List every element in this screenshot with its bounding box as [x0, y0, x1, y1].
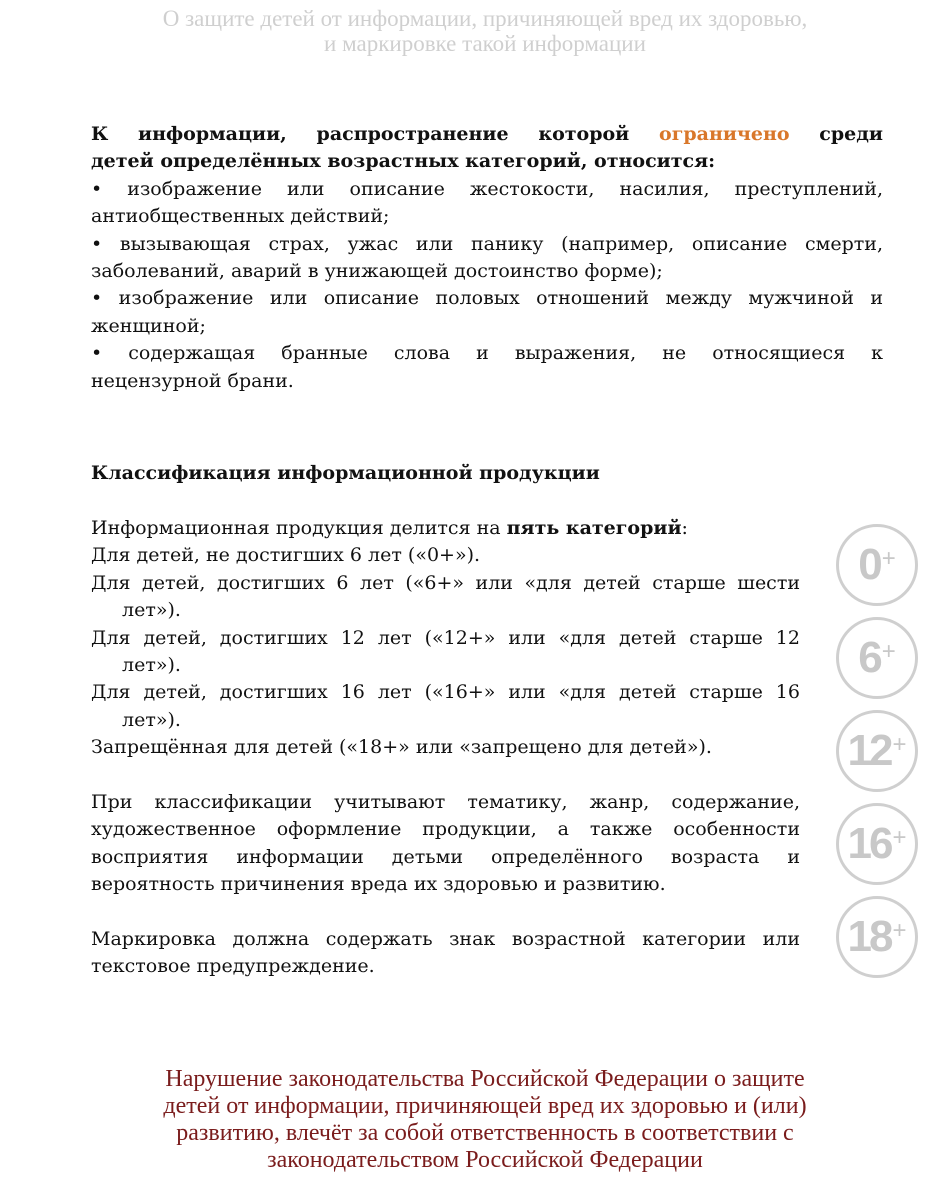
- badge-number: 12: [847, 726, 891, 775]
- category-item-cont: лет»).: [122, 599, 181, 622]
- list-item-line: • изображение или описание половых отношений между мужчиной и: [91, 287, 883, 310]
- header-line: и маркировке такой информации: [324, 31, 646, 56]
- badge-plus: +: [892, 917, 907, 944]
- footer-line: законодательством Российской Федерации: [267, 1147, 703, 1173]
- badge-number: 6: [858, 633, 880, 682]
- restricted-intro-line2: детей определённых возрастных категорий, относится:: [91, 150, 716, 173]
- badge-plus: +: [881, 545, 896, 572]
- paragraph-line: художественное оформление продукции, а также особенности: [91, 818, 800, 841]
- footer-line: детей от информации, причиняющей вред их здоровью и (или): [163, 1093, 807, 1119]
- footer-line: Нарушение законодательства Российской Федерации о защите: [165, 1066, 805, 1092]
- list-item-line: антиобщественных действий;: [91, 205, 390, 228]
- badge-plus: +: [892, 731, 907, 758]
- age-badge-18-icon: [836, 896, 918, 978]
- intro-text: среди: [819, 123, 883, 145]
- age-badge-6-icon: [836, 617, 918, 699]
- age-rating-badges: [836, 524, 920, 989]
- age-badge-12-icon: [836, 710, 918, 792]
- badge-plus: +: [892, 824, 907, 851]
- list-item-line: • вызывающая страх, ужас или панику (например, описание смерти,: [91, 232, 883, 255]
- paragraph-line: При классификации учитывают тематику, жанр, содержание,: [91, 791, 800, 814]
- paragraph-line: восприятия информации детьми определённого возраста и: [91, 845, 800, 868]
- paragraph-line: текстовое предупреждение.: [91, 955, 375, 978]
- age-badge-16-icon: [836, 803, 918, 885]
- category-item: Для детей, не достигших 6 лет («0+»).: [91, 544, 481, 567]
- list-item-line: • изображение или описание жестокости, насилия, преступлений,: [91, 177, 883, 200]
- category-item: Запрещённая для детей («18+» или «запрещено для детей»).: [91, 736, 712, 759]
- category-item: Для детей, достигших 12 лет («12+» или «для детей старше 12: [91, 626, 800, 649]
- restricted-info-section: [91, 121, 883, 395]
- badge-number: 16: [847, 819, 891, 868]
- category-item: Для детей, достигших 6 лет («6+» или «для детей старше шести: [91, 571, 800, 594]
- paragraph-line: Маркировка должна содержать знак возрастной категории или: [91, 928, 800, 951]
- list-item-line: нецензурной брани.: [91, 369, 294, 392]
- classification-section: [91, 515, 800, 981]
- header-line: О защите детей от информации, причиняющей вред их здоровью,: [162, 6, 808, 31]
- badge-number: 0: [858, 540, 880, 589]
- list-item-line: • содержащая бранные слова и выражения, не относящиеся к: [91, 342, 883, 365]
- category-item-cont: лет»).: [122, 708, 181, 731]
- list-item-line: женщиной;: [91, 314, 206, 337]
- age-badge-0-icon: [836, 524, 918, 606]
- category-item: Для детей, достигших 16 лет («16+» или «для детей старше 16: [91, 681, 800, 704]
- intro-bold: пять категорий: [506, 517, 682, 539]
- category-item-cont: лет»).: [122, 654, 181, 677]
- legal-warning-footer: [0, 1066, 947, 1174]
- paragraph-line: вероятность причинения вреда их здоровью и развитию.: [91, 873, 666, 896]
- badge-number: 18: [847, 912, 891, 961]
- document-header: [0, 6, 947, 56]
- classification-intro: [91, 515, 800, 542]
- intro-text: К информации, распространение которой: [91, 123, 630, 145]
- footer-line: развитию, влечёт за собой ответственность в соответствии с: [176, 1120, 794, 1146]
- intro-text: Информационная продукция делится на: [91, 517, 501, 539]
- intro-text: :: [681, 517, 688, 539]
- highlight-restricted: ограничено: [659, 123, 790, 145]
- classification-title: Классификация информационной продукции: [91, 462, 600, 484]
- list-item-line: заболеваний, аварий в унижающей достоинство форме);: [91, 260, 663, 283]
- restricted-intro-line1: [91, 121, 883, 148]
- badge-plus: +: [881, 638, 896, 665]
